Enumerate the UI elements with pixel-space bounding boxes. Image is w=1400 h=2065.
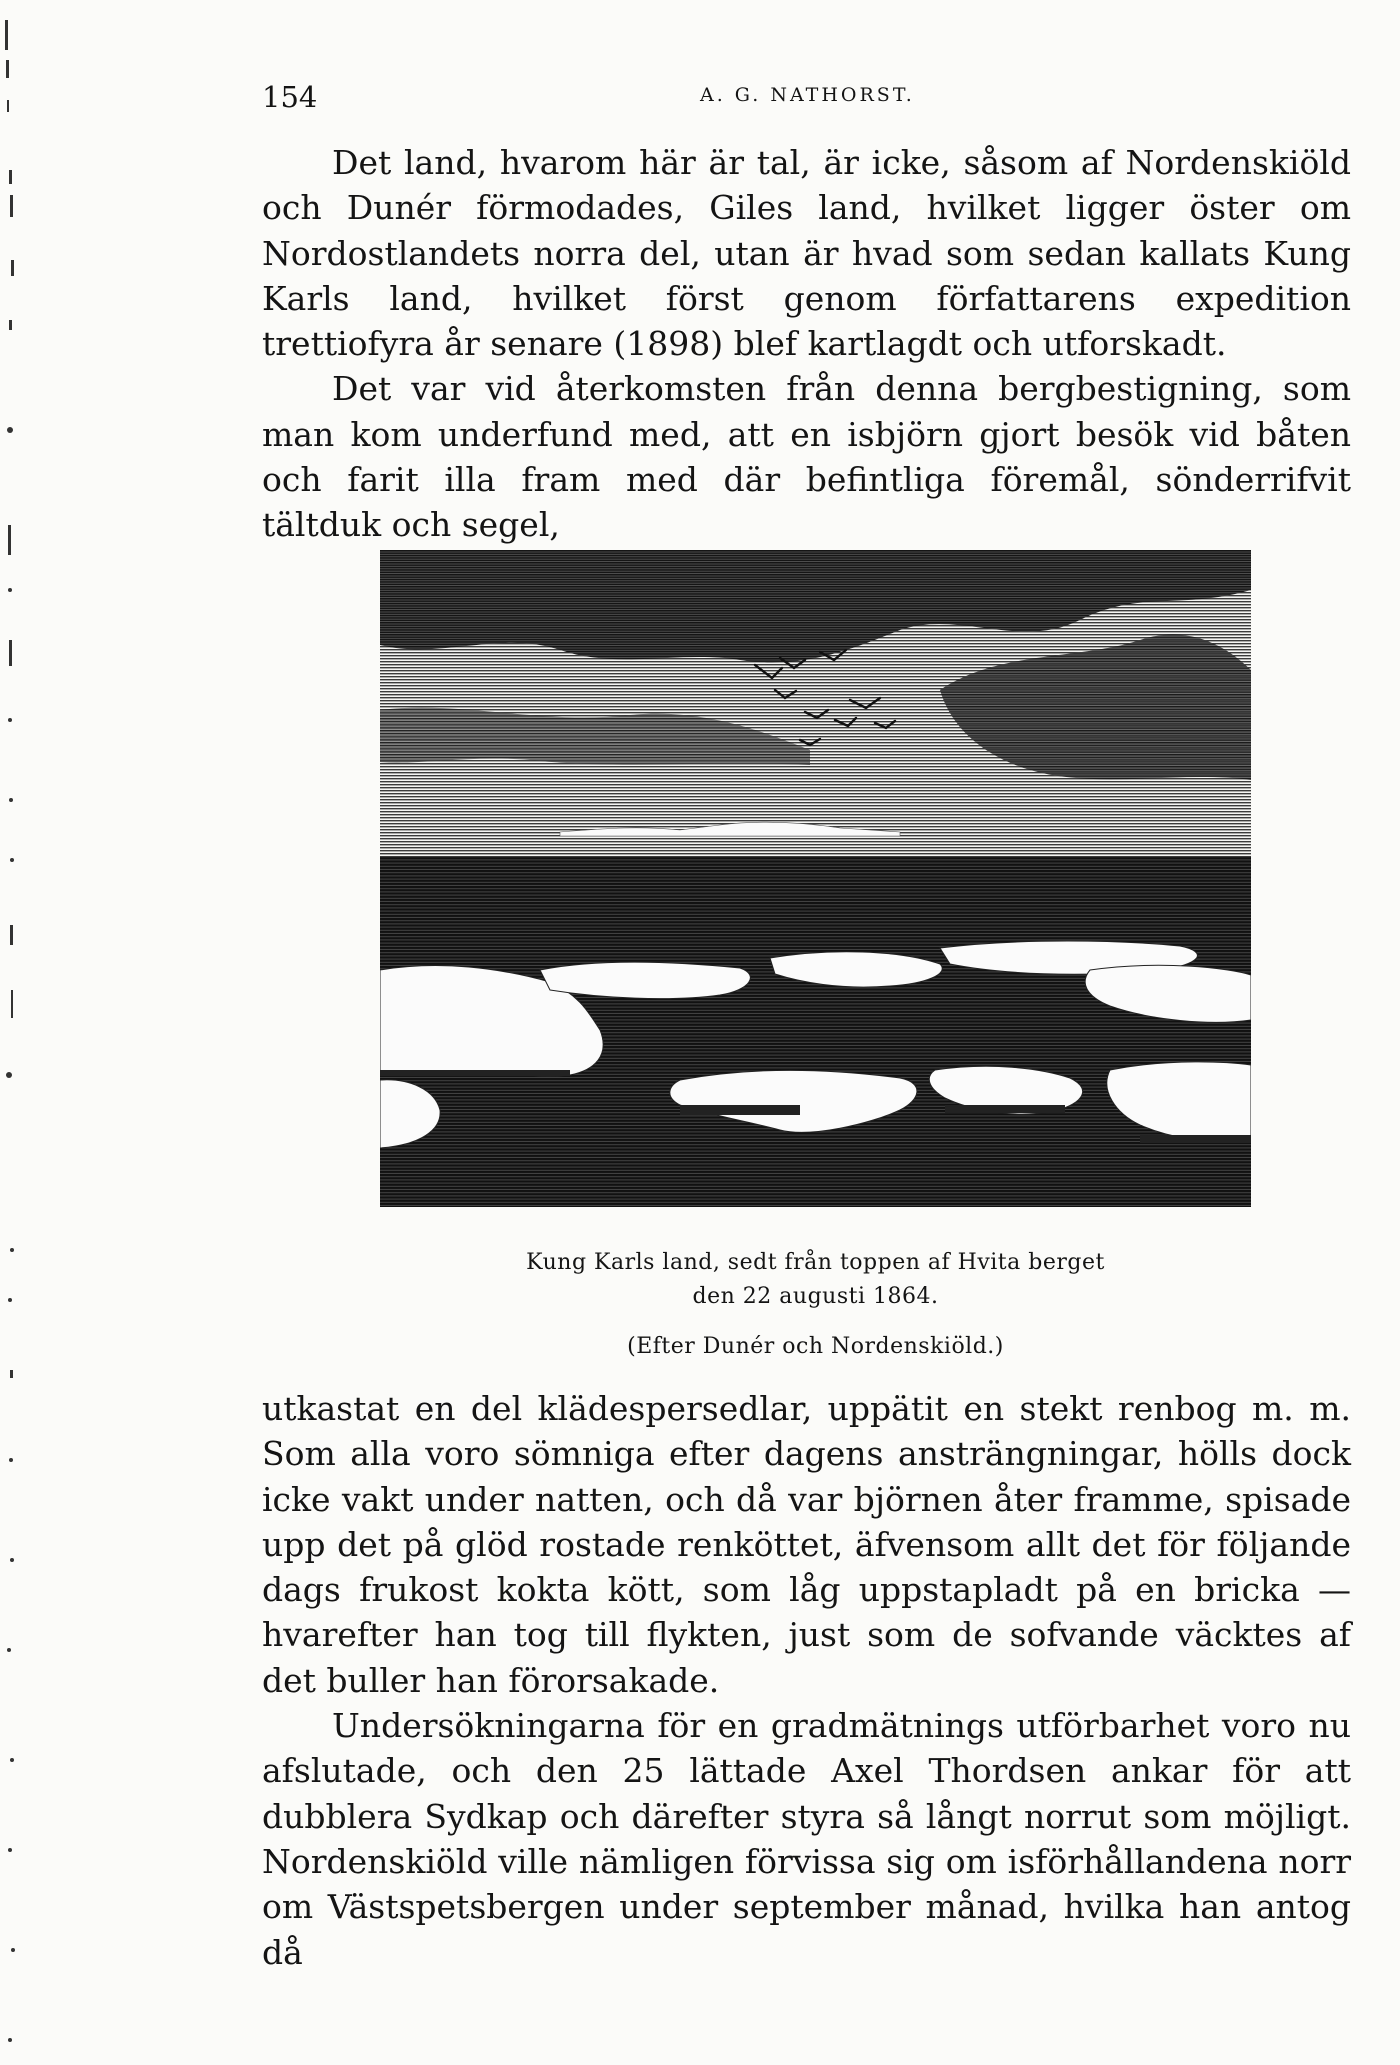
paragraph: utkastat en del klädespersedlar, uppätit en stekt renbog m. m. Som alla voro sömniga efter dagens ansträngningar, hölls dock icke vakt under natten, och då var björnen åter framme, spisade upp det på glöd rostade renköttet, äfvensom allt det för följande dags frukost kokta kött, som låg uppstapladt på en bricka — hvarefter han tog till flykten, just som de sofvande väcktes af det buller han förorsakade. [262, 1389, 1351, 1700]
floe-shadow [945, 1105, 1065, 1113]
margin-scan-marks [0, 0, 60, 2065]
figure-caption-date: den 22 augusti 1864. [692, 1284, 939, 1309]
paragraph: Undersökningarna för en gradmätnings utförbarhet voro nu afslutade, och den 25 lättade Axel Thordsen ankar för att dubblera Sydkap och därefter styra så långt norrut som möjligt. Nordenskiöld ville nämligen förvissa sig om isförhållandena norr om Västspetsbergen under september månad, hvilka han antog då [262, 1706, 1351, 1972]
floe-shadow [1140, 1135, 1251, 1143]
paragraph: Det land, hvarom här är tal, är icke, såsom af Nordenskiöld och Dunér förmodades, Giles land, hvilket ligger öster om Nordostlandets norra del, utan är hvad som sedan kallats Kung Karls land, hvilket först genom författarens expedition trettiofyra år senare (1898) blef kartlagdt och utforskadt. [262, 143, 1351, 364]
body-text-bottom [262, 1386, 1351, 1975]
engraving-illustration [380, 550, 1251, 1207]
floe-shadow [380, 1070, 570, 1076]
page-number: 154 [262, 80, 318, 114]
paragraph: Det var vid återkomsten från denna bergbestigning, som man kom underfund med, att en isbjörn gjort besök vid båten och farit illa fram med där befintliga föremål, sönderrifvit tältduk och segel, [262, 369, 1351, 545]
floe-shadow [680, 1105, 800, 1115]
body-text-top [262, 140, 1351, 548]
running-head: A. G. NATHORST. [700, 84, 915, 106]
ice-floe [540, 962, 750, 998]
figure-caption: Kung Karls land, sedt från toppen af Hvita berget [526, 1250, 1105, 1275]
figure-credit: (Efter Dunér och Nordenskiöld.) [627, 1334, 1004, 1359]
